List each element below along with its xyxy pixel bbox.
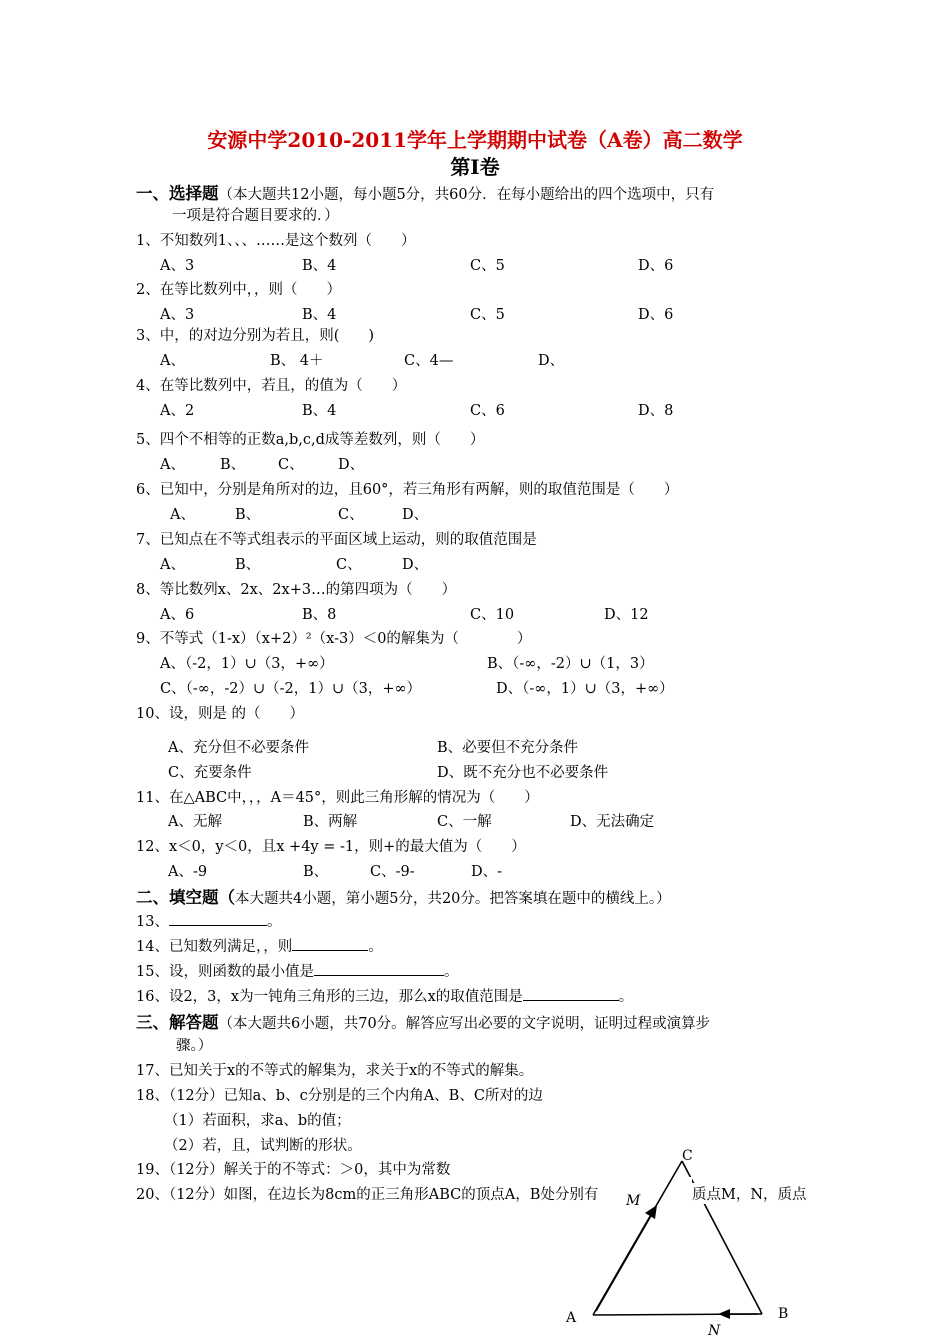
q10-option-d: D、既不充分也不必要条件 xyxy=(437,765,609,781)
section-2-title: 二、填空题（ xyxy=(136,888,235,907)
question-2: 2、在等比数列中，，则（ ） xyxy=(136,282,341,298)
question-4: 4、在等比数列中，若且，的值为（ ） xyxy=(136,378,407,394)
vertex-label-a: A xyxy=(566,1310,577,1326)
question-8: 8、等比数列x、2x、2x+3…的第四项为（ ） xyxy=(136,582,457,598)
q6-option-d: D、 xyxy=(402,507,429,523)
arrow-n-head xyxy=(718,1309,730,1319)
q3-option-c: C、4— xyxy=(404,353,454,369)
q3-option-b: B、 4＋ xyxy=(270,353,324,369)
q8-option-a: A、6 xyxy=(160,607,195,623)
q9-option-b: B、（-∞，-2）∪（1，3） xyxy=(487,656,654,672)
q6-option-b: B、 xyxy=(235,507,261,523)
q9-option-d: D、（-∞，1）∪（3，+∞） xyxy=(496,681,674,697)
section-1-title: 一、选择题 xyxy=(136,184,219,203)
question-14 xyxy=(136,935,383,956)
question-20-start: 20、（12分）如图，在边长为8cm的正三角形ABC的顶点A，B处分别有 xyxy=(136,1187,599,1203)
section-1-header xyxy=(136,180,714,204)
question-19: 19、（12分）解关于的不等式：＞0，其中为常数 xyxy=(136,1162,451,1178)
q7-option-b: B、 xyxy=(235,557,261,573)
q12-option-c: C、-9- xyxy=(370,864,415,880)
section-3-desc: （本大题共6小题，共70分。解答应写出必要的文字说明，证明过程或演算步 xyxy=(218,1016,711,1032)
question-17: 17、已知关于x的不等式的解集为，求关于x的不等式的解集。 xyxy=(136,1063,534,1079)
q9-option-c: C、（-∞，-2）∪（-2，1）∪（3，+∞） xyxy=(160,681,422,697)
q9-option-a: A、（-2，1）∪（3，+∞） xyxy=(160,656,334,672)
q1-option-b: B、4 xyxy=(302,258,337,274)
q1-option-c: C、5 xyxy=(470,258,505,274)
q16-suffix: 。 xyxy=(618,989,634,1005)
q14-prefix: 14、已知数列满足，，则 xyxy=(136,939,293,955)
q7-option-c: C、 xyxy=(336,557,362,573)
question-7: 7、已知点在不等式组表示的平面区域上运动，则的取值范围是 xyxy=(136,532,537,548)
q10-option-a: A、充分但不必要条件 xyxy=(168,740,309,756)
question-16 xyxy=(136,985,633,1006)
text-mask xyxy=(680,1177,692,1199)
section-3-desc-cont: 骤。） xyxy=(176,1038,213,1054)
q8-option-c: C、10 xyxy=(470,607,515,623)
q2-option-a: A、3 xyxy=(160,307,195,323)
q7-option-d: D、 xyxy=(402,557,429,573)
question-18: 18、（12分）已知a、b、c分别是的三个内角A、B、C所对的边 xyxy=(136,1088,543,1104)
point-label-n: N xyxy=(708,1323,721,1339)
question-18-part-1: （1）若面积，求a、b的值； xyxy=(164,1113,351,1129)
q15-answer-blank[interactable] xyxy=(314,961,444,976)
q15-suffix: 。 xyxy=(443,964,459,980)
section-1-desc-cont: 一项是符合题目要求的．） xyxy=(172,208,339,224)
section-1-desc: （本大题共12小题，每小题5分，共60分．在每小题给出的四个选项中，只有 xyxy=(218,187,715,203)
question-10: 10、设，则是 的（ ） xyxy=(136,706,305,722)
q2-option-b: B、4 xyxy=(302,307,337,323)
vertex-label-c: C xyxy=(682,1148,693,1164)
point-label-m: M xyxy=(626,1193,641,1209)
q1-option-a: A、3 xyxy=(160,258,195,274)
q2-option-c: C、5 xyxy=(470,307,505,323)
q14-suffix: 。 xyxy=(368,939,383,955)
question-9: 9、不等式（1-x）（x+2）²（x-3）＜0的解集为（ ） xyxy=(136,631,532,647)
q5-option-c: C、 xyxy=(278,457,304,473)
q8-option-d: D、12 xyxy=(604,607,649,623)
q10-option-c: C、充要条件 xyxy=(168,765,252,781)
q5-option-b: B、 xyxy=(220,457,246,473)
q11-option-d: D、无法确定 xyxy=(570,814,655,830)
vertex-label-b: B xyxy=(778,1306,789,1322)
q6-option-a: A、 xyxy=(170,507,195,523)
question-15 xyxy=(136,960,458,981)
q16-answer-blank[interactable] xyxy=(523,986,619,1001)
question-18-part-2: （2）若，且，试判断的形状。 xyxy=(164,1138,362,1154)
section-3-header xyxy=(136,1009,710,1033)
q5-option-a: A、 xyxy=(160,457,185,473)
q10-option-b: B、必要但不充分条件 xyxy=(437,740,579,756)
question-13 xyxy=(136,910,281,931)
arrow-m-line xyxy=(596,1207,656,1311)
q4-option-a: A、2 xyxy=(160,403,195,419)
q13-answer-blank[interactable] xyxy=(169,911,267,926)
q11-option-c: C、一解 xyxy=(437,814,492,830)
q14-answer-blank[interactable] xyxy=(292,936,368,951)
q13-prefix: 13、 xyxy=(136,914,169,930)
q4-option-b: B、4 xyxy=(302,403,337,419)
question-12: 12、x＜0，y＜0，且x +4y = -1，则+的最大值为（ ） xyxy=(136,839,526,855)
section-3-title: 三、解答题 xyxy=(136,1013,219,1032)
question-11: 11、在△ABC中，，，A＝45°，则此三角形解的情况为（ ） xyxy=(136,790,539,806)
q11-option-a: A、无解 xyxy=(168,814,222,830)
question-5: 5、四个不相等的正数a,b,c,d成等差数列，则（ ） xyxy=(136,432,485,448)
q4-option-c: C、6 xyxy=(470,403,505,419)
q6-option-c: C、 xyxy=(338,507,364,523)
q2-option-d: D、6 xyxy=(638,307,674,323)
triangle-figure xyxy=(560,1135,810,1340)
question-6: 6、已知中，分别是角所对的边，且60°，若三角形有两解，则的取值范围是（ ） xyxy=(136,482,679,498)
q12-option-b: B、 xyxy=(303,864,329,880)
q12-option-d: D、- xyxy=(471,864,503,880)
page-title: 安源中学2010-2011学年上学期期中试卷（A卷）高二数学 xyxy=(207,128,743,152)
section-2-desc: 本大题共4小题，第小题5分，共20分。把答案填在题中的横线上。） xyxy=(235,891,671,907)
section-2-header xyxy=(136,884,671,908)
q11-option-b: B、两解 xyxy=(303,814,358,830)
q16-prefix: 16、设2，3，x为一钝角三角形的三边，那么x的取值范围是 xyxy=(136,989,523,1005)
q12-option-a: A、-9 xyxy=(168,864,208,880)
q8-option-b: B、8 xyxy=(302,607,337,623)
question-3: 3、中，的对边分别为若且，则( ) xyxy=(136,328,375,344)
q3-option-d: D、 xyxy=(538,353,565,369)
q7-option-a: A、 xyxy=(160,557,185,573)
q1-option-d: D、6 xyxy=(638,258,674,274)
question-20-cont: 质点M，N，质点 xyxy=(692,1183,807,1204)
q5-option-d: D、 xyxy=(338,457,365,473)
q4-option-d: D、8 xyxy=(638,403,674,419)
q13-suffix: 。 xyxy=(266,914,282,930)
q3-option-a: A、 xyxy=(160,353,185,369)
q15-prefix: 15、设，则函数的最小值是 xyxy=(136,964,314,980)
volume-label: 第Ⅰ卷 xyxy=(450,155,500,179)
question-1: 1、不知数列1、、、……是这个数列（ ） xyxy=(136,233,416,249)
